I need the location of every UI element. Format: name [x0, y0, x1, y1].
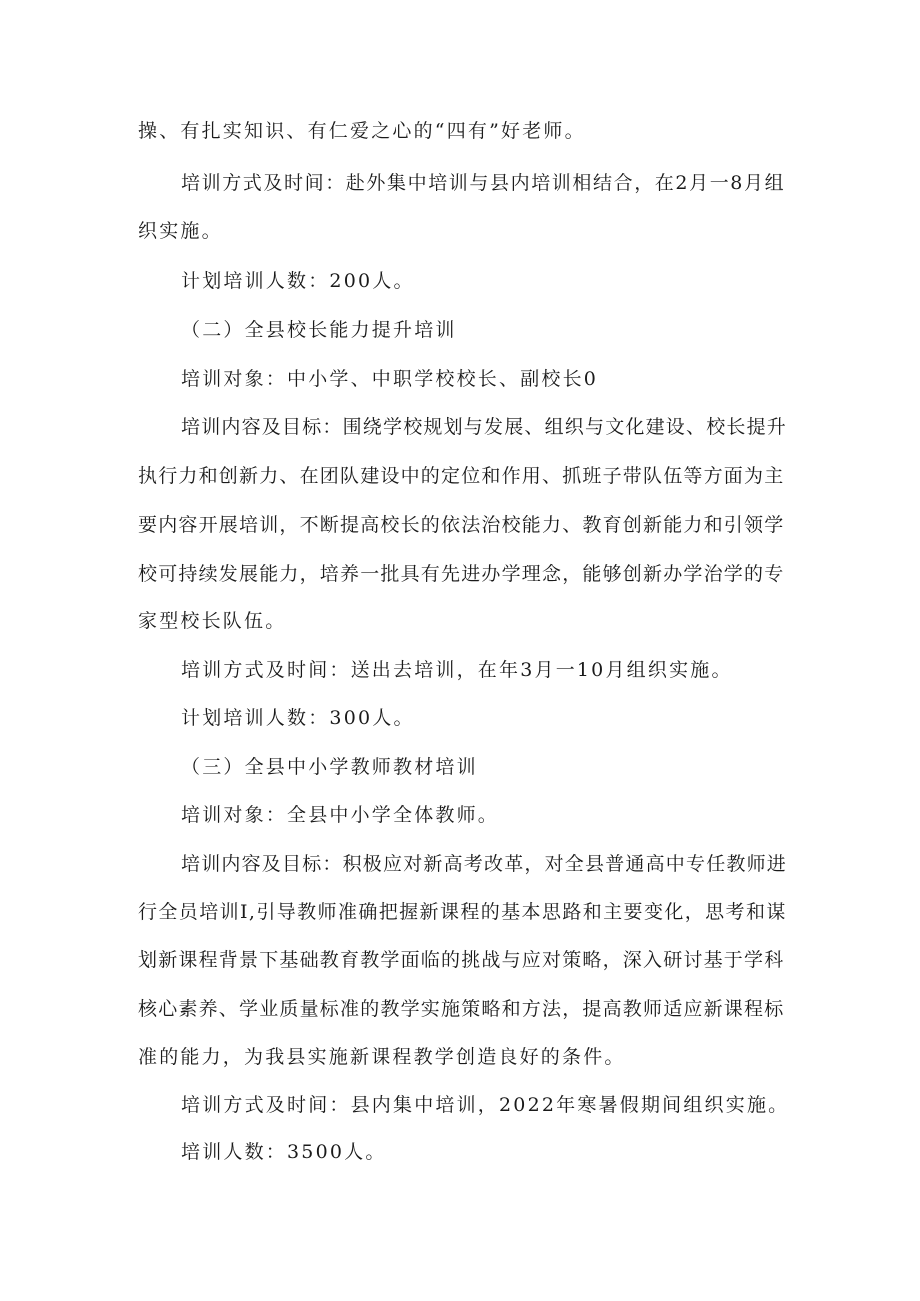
- paragraph-line: 准的能力，为我县实施新课程教学创造良好的条件。: [138, 1046, 626, 1068]
- paragraph-line: 培训对象：中小学、中职学校校长、副校长0: [181, 368, 599, 390]
- paragraph-line: 要内容开展培训，不断提高校长的依法治校能力、教育创新能力和引领学: [138, 514, 785, 536]
- paragraph-line: 核心素养、学业质量标准的教学实施策略和方法，提高教师适应新课程标: [138, 998, 785, 1020]
- paragraph-line: 操、有扎实知识、有仁爱之心的“四有”好老师。: [138, 120, 586, 142]
- section-heading: （二）全县校长能力提升培训: [181, 319, 457, 341]
- paragraph-line: 划新课程背景下基础教育教学面临的挑战与应对策略，深入研讨基于学科: [138, 949, 785, 971]
- paragraph-line: 培训内容及目标：围绕学校规划与发展、组织与文化建设、校长提升: [181, 416, 788, 438]
- paragraph-line: 培训内容及目标：积极应对新高考改革，对全县普通高中专任教师进: [181, 853, 788, 875]
- paragraph-line: 校可持续发展能力，培养一批具有先进办学理念，能够创新办学治学的专: [138, 563, 785, 585]
- paragraph-line: 计划培训人数：300人。: [181, 707, 415, 729]
- section-heading: （三）全县中小学教师教材培训: [181, 756, 478, 778]
- paragraph-line: 家型校长队伍。: [138, 610, 287, 632]
- paragraph-line: 培训对象：全县中小学全体教师。: [181, 804, 500, 826]
- paragraph-line: 执行力和创新力、在团队建设中的定位和作用、抓班子带队伍等方面为主: [138, 465, 785, 487]
- paragraph-line: 培训方式及时间：县内集中培训，2022年寒暑假期间组织实施。: [181, 1094, 790, 1116]
- paragraph-line: 培训方式及时间：送出去培训，在年3月一10月组织实施。: [181, 659, 733, 681]
- paragraph-line: 行全员培训I,引导教师准确把握新课程的基本思路和主要变化，思考和谋: [138, 901, 787, 923]
- paragraph-line: 计划培训人数：200人。: [181, 270, 415, 292]
- paragraph-line: 培训人数：3500人。: [181, 1141, 387, 1163]
- paragraph-line: 培训方式及时间：赴外集中培训与县内培训相结合，在2月一8月组: [181, 172, 786, 194]
- paragraph-line: 织实施。: [138, 220, 223, 242]
